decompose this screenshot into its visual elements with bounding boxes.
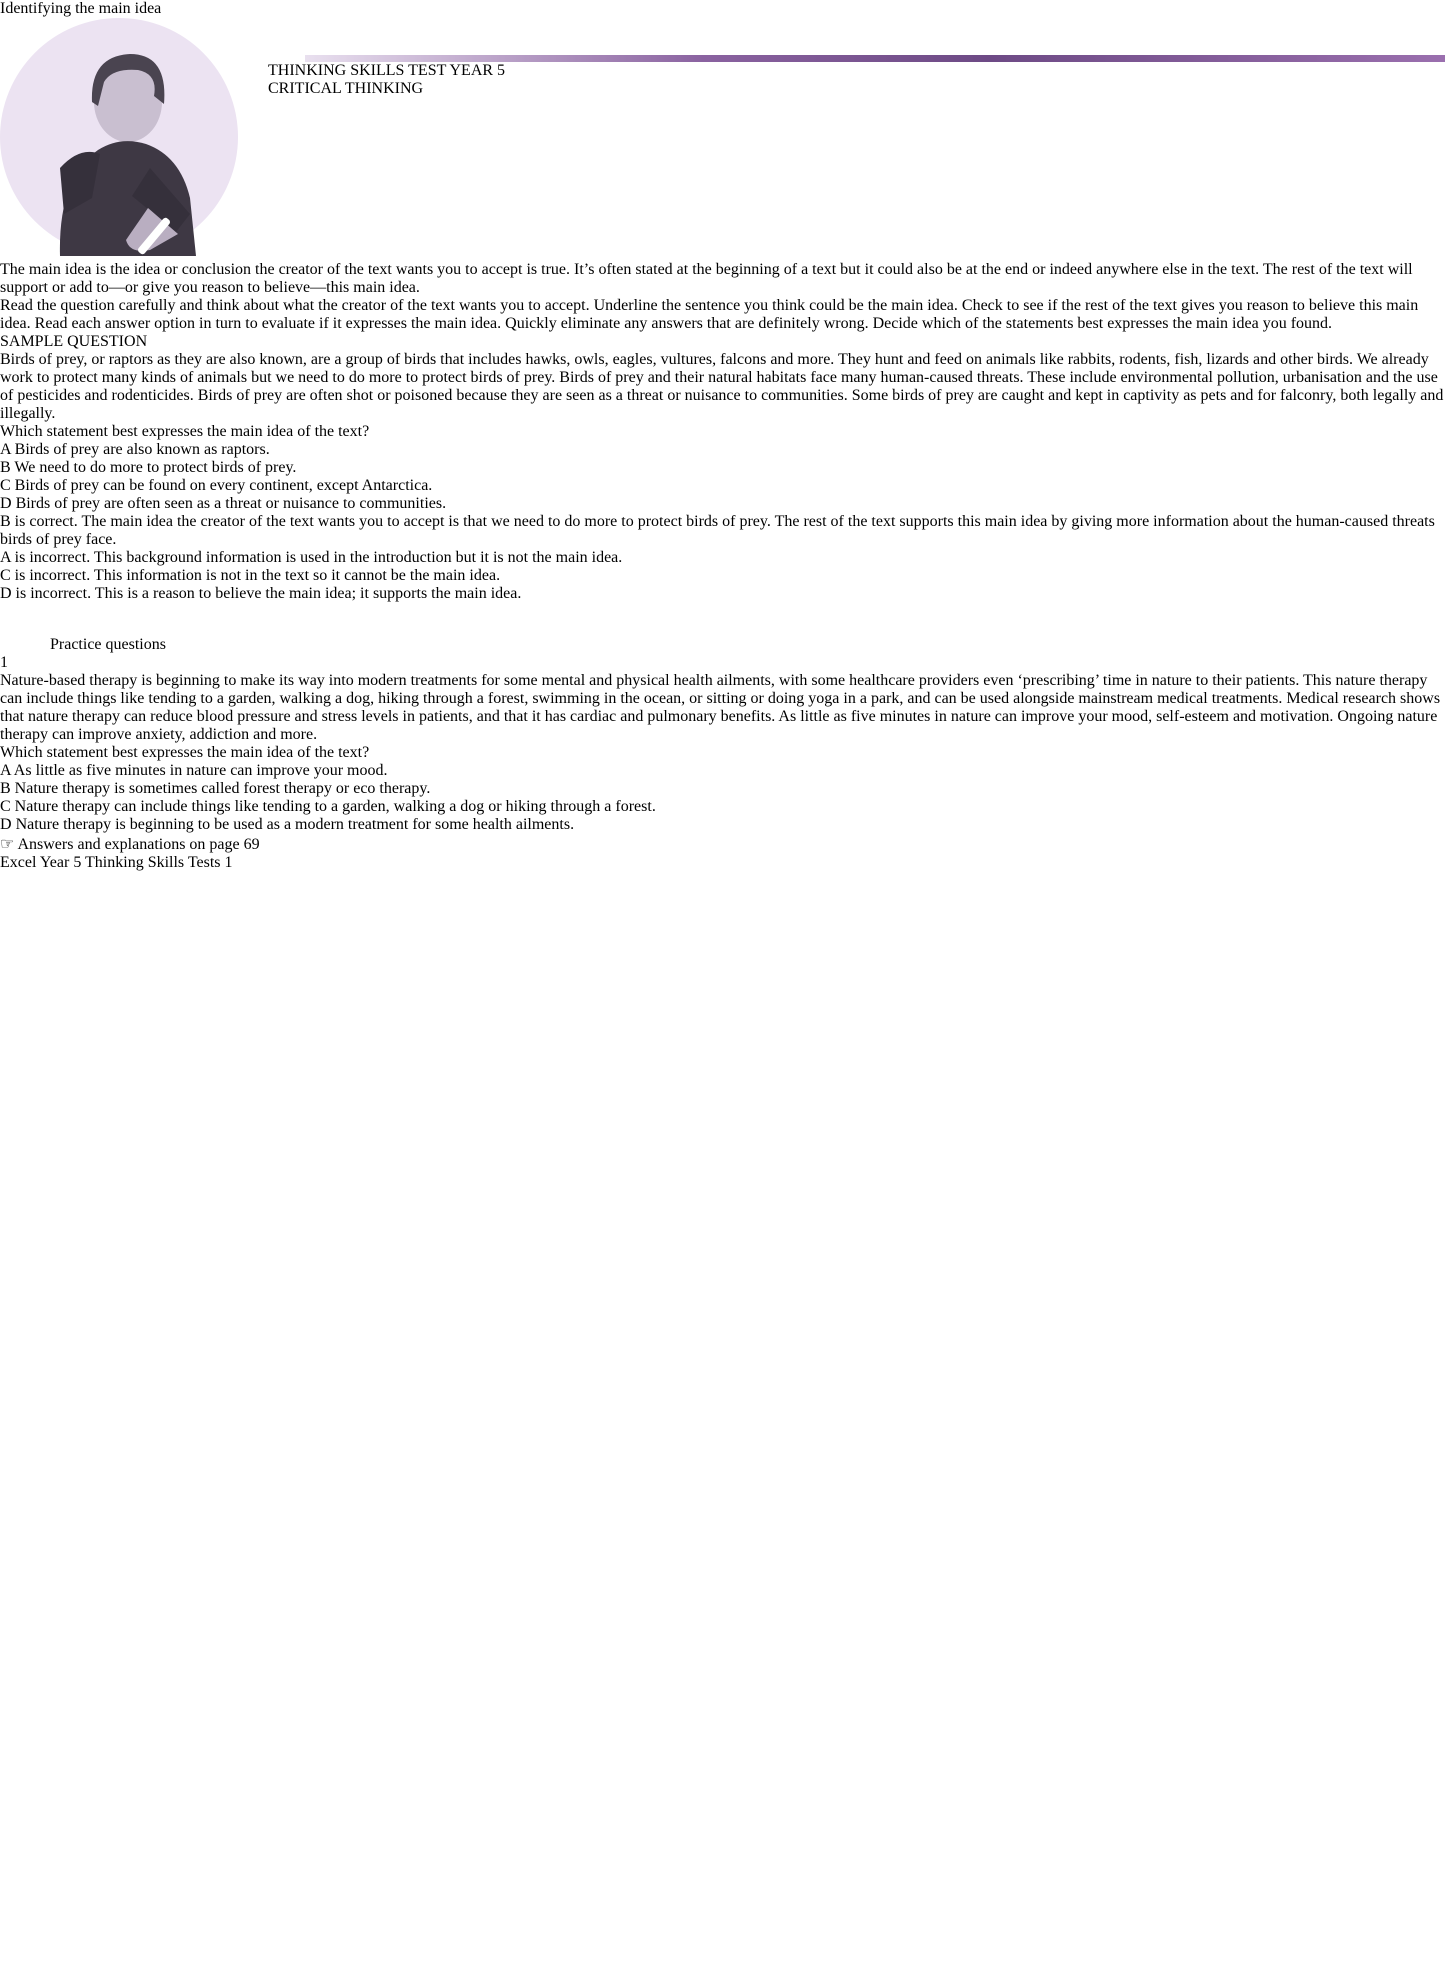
answers-reference-pill bbox=[0, 834, 1445, 854]
explanation-label: B is correct. bbox=[0, 513, 78, 530]
page-title: Identifying the main idea bbox=[0, 0, 162, 17]
option-letter: A bbox=[0, 762, 11, 779]
intro-bullet-text: The main idea is the idea or conclusion the creator of the text wants you to accept is true. It’s often stated at the beginning of a text but it could also be at the end or indeed anywhere else in the text. The rest of the text will support or add to—or give you reason to believe—this main idea. bbox=[0, 261, 1413, 296]
practice-questions-label: Practice questions bbox=[50, 636, 166, 653]
list-item bbox=[0, 297, 1445, 333]
practice-question-1 bbox=[0, 654, 1445, 834]
question-passage: Nature-based therapy is beginning to make its way into modern treatments for some mental and physical health ailments, with some healthcare providers even ‘prescribing’ time in nature to their patients. This nature therapy can include things like tending to a garden, walking a dog, hiking through a forest, swimming in the ocean, or sitting or doing yoga in a park, and can be used alongside mainstream medical treatments. Medical research shows that nature therapy can reduce blood pressure and stress levels in patients, and that it has cardiac and pulmonary benefits. As little as five minutes in nature can improve your mood, self-esteem and motivation. Ongoing nature therapy can improve anxiety, addiction and more. bbox=[0, 672, 1441, 743]
answers-reference-text: Answers and explanations on page 69 bbox=[17, 836, 260, 853]
option-letter: C bbox=[0, 477, 11, 494]
brand-line bbox=[0, 854, 1445, 872]
explanation-label: C is incorrect. bbox=[0, 567, 91, 584]
answer-option-a bbox=[0, 762, 1445, 780]
option-text: As little as five minutes in nature can improve your mood. bbox=[13, 762, 388, 779]
explanation-text: This information is not in the text so it cannot be the main idea. bbox=[93, 567, 501, 584]
section-title: CRITICAL THINKING bbox=[268, 80, 424, 97]
explanation-incorrect-d bbox=[0, 585, 1445, 603]
answer-option-a bbox=[0, 441, 1445, 459]
question-text: Which statement best expresses the main idea of the text? bbox=[0, 744, 370, 761]
option-letter: A bbox=[0, 441, 11, 458]
question-body bbox=[0, 672, 1445, 834]
sample-passage: Birds of prey, or raptors as they are also known, are a group of birds that includes hawks, owls, eagles, vultures, falcons and more. They hunt and feed on animals like rabbits, rodents, fish, lizards and other birds. We already work to protect many kinds of animals but we need to do more to protect birds of prey. Birds of prey and their natural habitats face many human-caused threats. These include environmental pollution, urbanisation and the use of pesticides and rodenticides. Birds of prey are often shot or poisoned because they are seen as a threat or nuisance to communities. Some birds of prey are caught and kept in captivity as pets and for falconry, both legally and illegally. bbox=[0, 351, 1444, 422]
answer-option-b bbox=[0, 459, 1445, 477]
series-badge-left: THINKING SKILLS TEST bbox=[268, 62, 447, 79]
option-letter: C bbox=[0, 798, 11, 815]
explanation-correct bbox=[0, 513, 1445, 549]
sample-question-heading: SAMPLE QUESTION bbox=[0, 333, 148, 350]
explanation-incorrect-c bbox=[0, 567, 1445, 585]
answer-option-d bbox=[0, 495, 1445, 513]
answer-option-c bbox=[0, 798, 1445, 816]
right-column bbox=[0, 513, 1445, 834]
page-number-badge: 1 bbox=[224, 854, 233, 871]
banner-subband bbox=[0, 0, 1445, 18]
option-text: Nature therapy can include things like tending to a garden, walking a dog or hiking through a forest. bbox=[14, 798, 656, 815]
explanation-text: This background information is used in the introduction but it is not the main idea. bbox=[93, 549, 623, 566]
gear-pencil-icon bbox=[0, 636, 50, 653]
explanation-text: The main idea the creator of the text wants you to accept is that we need to do more to protect birds of prey. The rest of the text supports this main idea by giving more information about the human-caused threats birds of prey face. bbox=[0, 513, 1435, 548]
option-letter: B bbox=[0, 780, 11, 797]
option-text: Birds of prey can be found on every continent, except Antarctica. bbox=[14, 477, 433, 494]
student-writing-illustration bbox=[0, 18, 238, 256]
sample-question-box bbox=[0, 333, 1445, 513]
series-badge bbox=[268, 62, 1445, 80]
intro-bullet-text: Read the question carefully and think about what the creator of the text wants you to accept. Underline the sentence you think could be the main idea. Check to see if the rest of the text gives you reason to believe this main idea. Read each answer option in turn to evaluate if it expresses the main idea. Quickly eliminate any answers that are definitely wrong. Decide which of the statements best expresses the main idea you found. bbox=[0, 297, 1419, 332]
option-text: Birds of prey are also known as raptors. bbox=[14, 441, 270, 458]
answer-explanation-box bbox=[0, 513, 1445, 603]
option-letter: B bbox=[0, 459, 11, 476]
page-footer bbox=[0, 834, 1445, 872]
brand-name: Excel bbox=[0, 854, 37, 871]
banner-top-line bbox=[305, 55, 1445, 62]
explanation-text: This is a reason to believe the main idea; it supports the main idea. bbox=[94, 585, 522, 602]
pointing-hand-icon: ☞ bbox=[0, 836, 15, 853]
left-column bbox=[0, 261, 1445, 513]
option-text: Nature therapy is sometimes called forest therapy or eco therapy. bbox=[14, 780, 431, 797]
series-badge-right: YEAR 5 bbox=[449, 62, 506, 79]
answer-option-d bbox=[0, 816, 1445, 834]
option-letter: D bbox=[0, 816, 12, 833]
explanation-label: A is incorrect. bbox=[0, 549, 91, 566]
explanation-label: D is incorrect. bbox=[0, 585, 92, 602]
option-text: We need to do more to protect birds of prey. bbox=[14, 459, 297, 476]
option-text: Birds of prey are often seen as a threat or nuisance to communities. bbox=[15, 495, 447, 512]
option-letter: D bbox=[0, 495, 12, 512]
intro-bullet-list bbox=[0, 261, 1445, 333]
banner bbox=[268, 62, 1445, 172]
option-text: Nature therapy is beginning to be used as a modern treatment for some health ailments. bbox=[15, 816, 575, 833]
sample-question-text: Which statement best expresses the main idea of the text? bbox=[0, 423, 370, 440]
explanation-incorrect-a bbox=[0, 549, 1445, 567]
answer-option-c bbox=[0, 477, 1445, 495]
series-name: Year 5 Thinking Skills Tests bbox=[39, 854, 221, 871]
question-number-badge: 1 bbox=[0, 654, 8, 671]
list-item bbox=[0, 261, 1445, 297]
answer-option-b bbox=[0, 780, 1445, 798]
practice-questions-header bbox=[0, 603, 1445, 654]
